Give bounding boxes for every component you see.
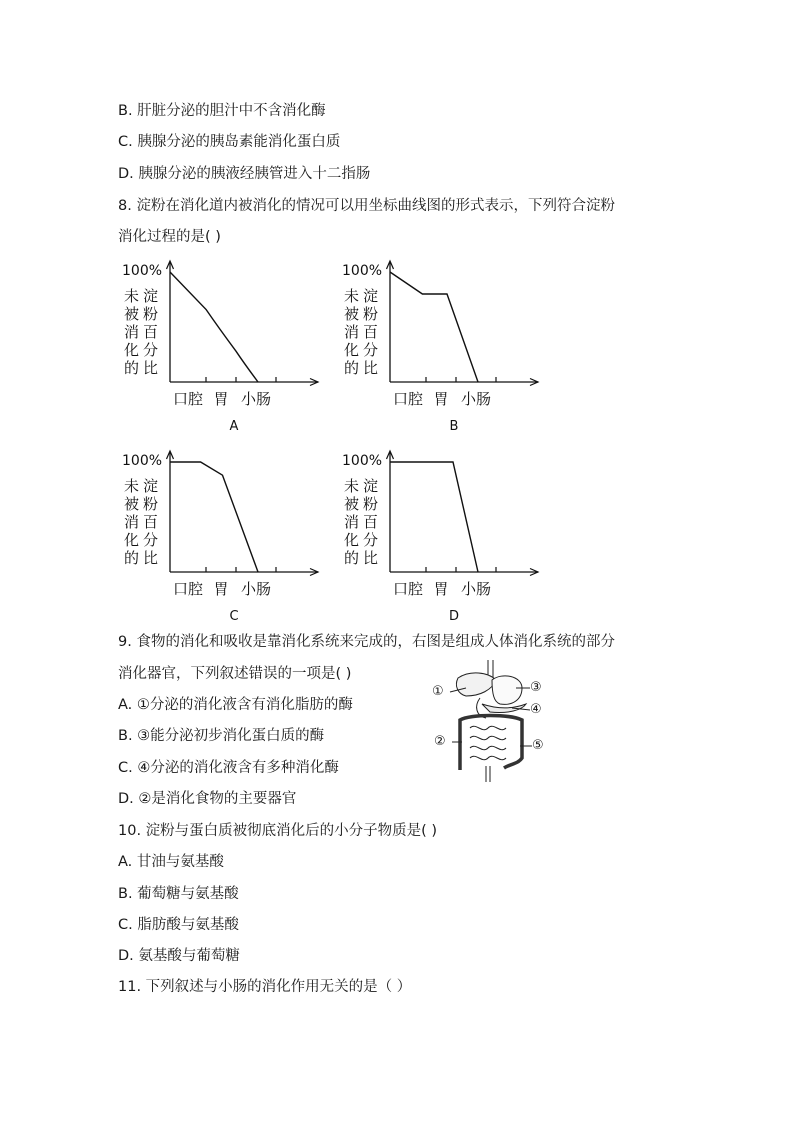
q8-stem-line1: 8. 淀粉在消化道内被消化的情况可以用坐标曲线图的形式表示，下列符合淀粉 — [118, 198, 615, 214]
q9-stem-line2: 消化器官，下列叙述错误的一项是( ) — [118, 666, 352, 682]
y-label-char: 粉 — [363, 305, 379, 323]
y-label-char: 淀 — [143, 287, 159, 305]
organ-label-3: ③ — [530, 680, 542, 695]
q9-option-b: B. ③能分泌初步消化蛋白质的酶 — [118, 728, 325, 744]
organ-label-2: ② — [434, 734, 446, 749]
y-label-char: 被 — [344, 495, 360, 513]
x-tick-label: 小肠 — [460, 580, 492, 598]
organ-label-4: ④ — [530, 702, 542, 717]
y-label-char: 的 — [124, 359, 140, 377]
y-label-char: 淀 — [363, 477, 379, 495]
y-label-char: 淀 — [143, 477, 159, 495]
y-label-char: 化 — [124, 531, 140, 549]
q10-option-d: D. 氨基酸与葡萄糖 — [118, 948, 240, 964]
chart-a — [118, 258, 328, 434]
starch-curve — [170, 462, 258, 572]
chart-caption: A — [229, 419, 239, 434]
y-label-char: 比 — [363, 549, 379, 567]
q10-stem: 10. 淀粉与蛋白质被彻底消化后的小分子物质是( ) — [118, 823, 438, 839]
q9-option-d: D. ②是消化食物的主要器官 — [118, 791, 297, 807]
q7-option-c: C. 胰腺分泌的胰岛素能消化蛋白质 — [118, 134, 341, 150]
y-label-char: 化 — [344, 531, 360, 549]
q9-stem-line1: 9. 食物的消化和吸收是靠消化系统来完成的，右图是组成人体消化系统的部分 — [118, 634, 615, 650]
x-tick-label: 口腔 — [172, 580, 204, 598]
y-label-char: 消 — [344, 513, 360, 531]
y-label-char: 化 — [344, 341, 360, 359]
y-label-char: 消 — [344, 323, 360, 341]
y-label-char: 消 — [124, 323, 140, 341]
y-label-char: 分 — [363, 531, 379, 549]
y-label-char: 未 — [344, 477, 360, 495]
y-label-char: 淀 — [363, 287, 379, 305]
q7-option-b: B. 肝脏分泌的胆汁中不含消化酶 — [118, 103, 326, 119]
y-label-char: 消 — [124, 513, 140, 531]
organ-label-5: ⑤ — [532, 738, 544, 753]
q9-option-a: A. ①分泌的消化液含有消化脂肪的酶 — [118, 697, 353, 713]
q8-stem-line2: 消化过程的是( ) — [118, 229, 221, 245]
y-label-char: 百 — [363, 513, 379, 531]
y-label-char: 被 — [344, 305, 360, 323]
chart-svg — [118, 448, 328, 624]
starch-curve — [390, 462, 478, 572]
stomach-shape — [492, 676, 522, 705]
chart-svg — [338, 258, 548, 434]
pancreas-shape — [482, 704, 526, 713]
x-tick-label: 胃 — [433, 580, 449, 598]
chart-caption: C — [229, 609, 239, 624]
y-label-char: 分 — [143, 531, 159, 549]
x-tick-label: 小肠 — [460, 390, 492, 408]
chart-d — [338, 448, 548, 624]
y-label-char: 粉 — [143, 305, 159, 323]
chart-b — [338, 258, 548, 434]
q7-option-d: D. 胰腺分泌的胰液经胰管进入十二指肠 — [118, 166, 371, 182]
x-tick-label: 小肠 — [240, 390, 272, 408]
y-label-char: 比 — [143, 359, 159, 377]
x-tick-label: 小肠 — [240, 580, 272, 598]
y-top-label: 100% — [342, 453, 383, 469]
q10-option-b: B. 葡萄糖与氨基酸 — [118, 886, 239, 902]
y-label-char: 粉 — [363, 495, 379, 513]
y-label-char: 比 — [143, 549, 159, 567]
y-label-char: 分 — [143, 341, 159, 359]
large-intestine-shape — [460, 716, 522, 771]
x-tick-label: 口腔 — [392, 580, 424, 598]
y-top-label: 100% — [122, 453, 163, 469]
y-label-char: 未 — [344, 287, 360, 305]
y-label-char: 比 — [363, 359, 379, 377]
x-tick-label: 口腔 — [172, 390, 204, 408]
x-tick-label: 胃 — [213, 580, 229, 598]
chart-svg — [338, 448, 548, 624]
y-label-char: 百 — [143, 513, 159, 531]
chart-caption: D — [448, 609, 460, 624]
y-label-char: 化 — [124, 341, 140, 359]
q10-option-c: C. 脂肪酸与氨基酸 — [118, 917, 239, 933]
y-label-char: 分 — [363, 341, 379, 359]
starch-curve — [390, 272, 478, 382]
q9-option-c: C. ④分泌的消化液含有多种消化酶 — [118, 760, 339, 776]
y-label-char: 未 — [124, 477, 140, 495]
y-label-char: 的 — [124, 549, 140, 567]
y-top-label: 100% — [122, 263, 163, 279]
y-label-char: 百 — [363, 323, 379, 341]
chart-caption: B — [449, 419, 459, 434]
small-intestine-shape — [470, 726, 506, 759]
organ-label-1: ① — [432, 684, 444, 699]
chart-c — [118, 448, 328, 624]
y-label-char: 被 — [124, 305, 140, 323]
liver-shape — [456, 673, 496, 696]
x-tick-label: 胃 — [213, 390, 229, 408]
y-label-char: 未 — [124, 287, 140, 305]
q10-option-a: A. 甘油与氨基酸 — [118, 854, 224, 870]
y-label-char: 的 — [344, 359, 360, 377]
y-top-label: 100% — [342, 263, 383, 279]
x-tick-label: 胃 — [433, 390, 449, 408]
q11-stem: 11. 下列叙述与小肠的消化作用无关的是（ ） — [118, 979, 412, 995]
y-label-char: 的 — [344, 549, 360, 567]
chart-svg — [118, 258, 328, 434]
x-tick-label: 口腔 — [392, 390, 424, 408]
digestive-system-diagram — [430, 658, 550, 784]
y-label-char: 粉 — [143, 495, 159, 513]
y-label-char: 百 — [143, 323, 159, 341]
starch-curve — [170, 272, 258, 382]
y-label-char: 被 — [124, 495, 140, 513]
